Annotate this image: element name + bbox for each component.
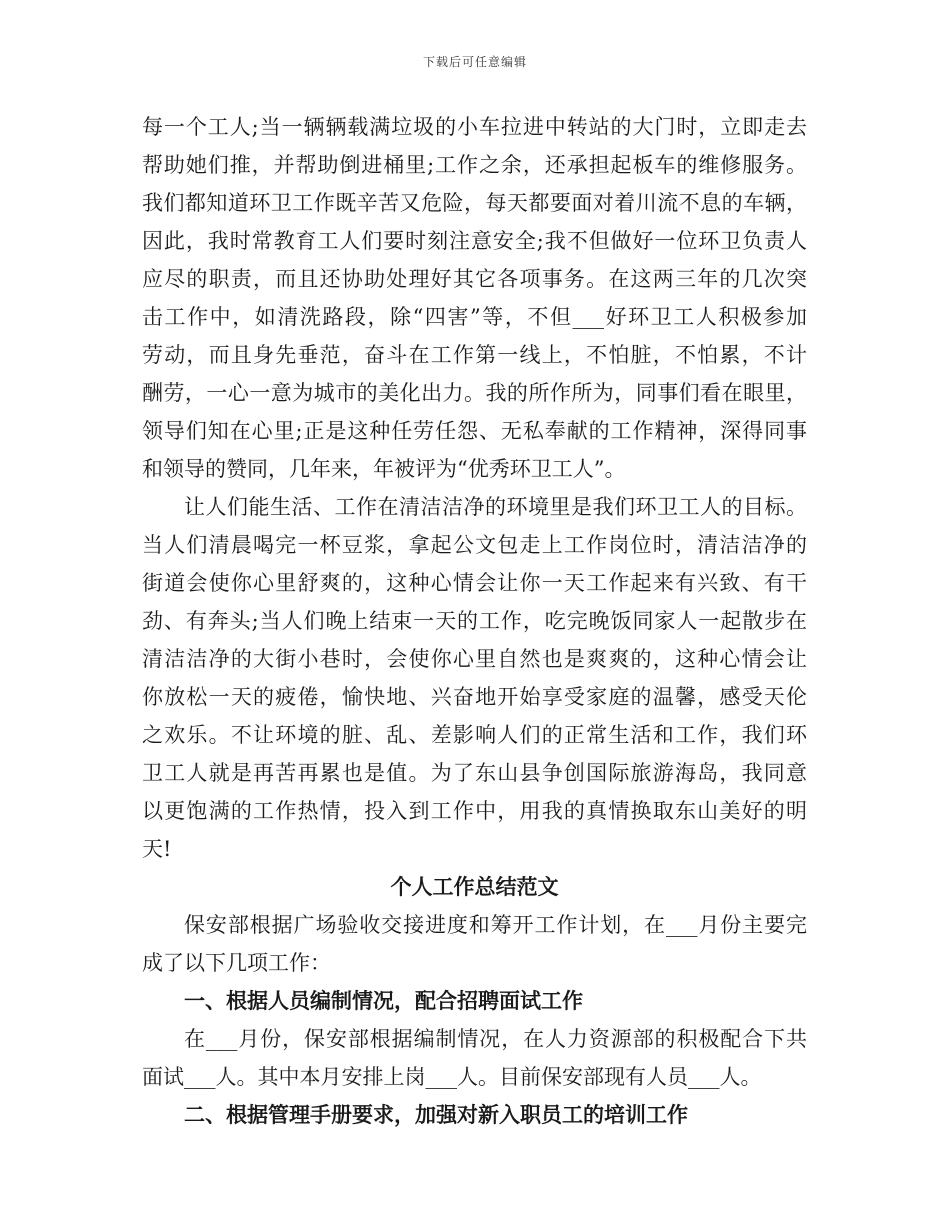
text-line: 领导们知在心里;正是这种任劳任怨、无私奉献的工作精神，深得同事 (142, 419, 807, 443)
heading-1-body (142, 1020, 807, 1096)
text-line: 成了以下几项工作： (142, 951, 331, 975)
section-title: 个人工作总结范文 (390, 874, 559, 899)
paragraph-1 (142, 108, 807, 488)
page-header: 下载后可任意编辑 (422, 55, 527, 69)
text-line: 应尽的职责，而且还协助处理好其它各项事务。在这两三年的几次突 (142, 267, 807, 291)
text-line: 你放松一天的疲倦，愉快地、兴奋地开始享受家庭的温馨，感受天伦 (142, 685, 807, 709)
text-line: 面试___人。其中本月安排上岗___人。目前保安部现有人员___人。 (142, 1065, 762, 1089)
text-line: 酬劳，一心一意为城市的美化出力。我的所作所为，同事们看在眼里， (142, 381, 807, 405)
text-line: 劳动，而且身先垂范，奋斗在工作第一线上，不怕脏，不怕累，不计 (142, 343, 807, 367)
paragraph-2 (142, 488, 807, 868)
text-line: 街道会使你心里舒爽的，这种心情会让你一天工作起来有兴致、有干 (142, 571, 807, 595)
text-line: 以更饱满的工作热情，投入到工作中，用我的真情换取东山美好的明 (142, 799, 807, 823)
text-line: 当人们清晨喝完一杯豆浆，拿起公文包走上工作岗位时，清洁洁净的 (142, 533, 807, 557)
text-line: 我们都知道环卫工作既辛苦又危险，每天都要面对着川流不息的车辆， (142, 191, 807, 215)
text-line: 因此，我时常教育工人们要时刻注意安全;我不但做好一位环卫负责人 (142, 229, 807, 253)
text-line: 每一个工人;当一辆辆载满垃圾的小车拉进中转站的大门时，立即走去 (142, 115, 807, 139)
text-line: 清洁洁净的大街小巷时，会使你心里自然也是爽爽的，这种心情会让 (142, 647, 807, 671)
text-line: 保安部根据广场验收交接进度和筹开工作计划，在___月份主要完 (184, 913, 807, 937)
intro-paragraph (142, 906, 807, 982)
text-line: 劲、有奔头;当人们晚上结束一天的工作，吃完晚饭同家人一起散步在 (142, 609, 807, 633)
text-line: 天! (142, 837, 172, 861)
text-line: 帮助她们推，并帮助倒进桶里;工作之余，还承担起板车的维修服务。 (142, 153, 807, 177)
heading-2: 二、根据管理手册要求，加强对新入职员工的培训工作 (184, 1102, 688, 1127)
heading-1: 一、根据人员编制情况，配合招聘面试工作 (184, 988, 583, 1013)
document-body (142, 108, 807, 1134)
text-line: 在___月份，保安部根据编制情况，在人力资源部的积极配合下共 (184, 1027, 807, 1051)
text-line: 击工作中，如清洗路段，除“四害”等，不但___好环卫工人积极参加 (142, 305, 807, 329)
text-line: 之欢乐。不让环境的脏、乱、差影响人们的正常生活和工作，我们环 (142, 723, 807, 747)
text-line: 卫工人就是再苦再累也是值。为了东山县争创国际旅游海岛，我同意 (142, 761, 807, 785)
text-line: 和领导的赞同，几年来，年被评为“优秀环卫工人”。 (142, 457, 626, 481)
text-line: 让人们能生活、工作在清洁洁净的环境里是我们环卫工人的目标。 (184, 495, 807, 519)
